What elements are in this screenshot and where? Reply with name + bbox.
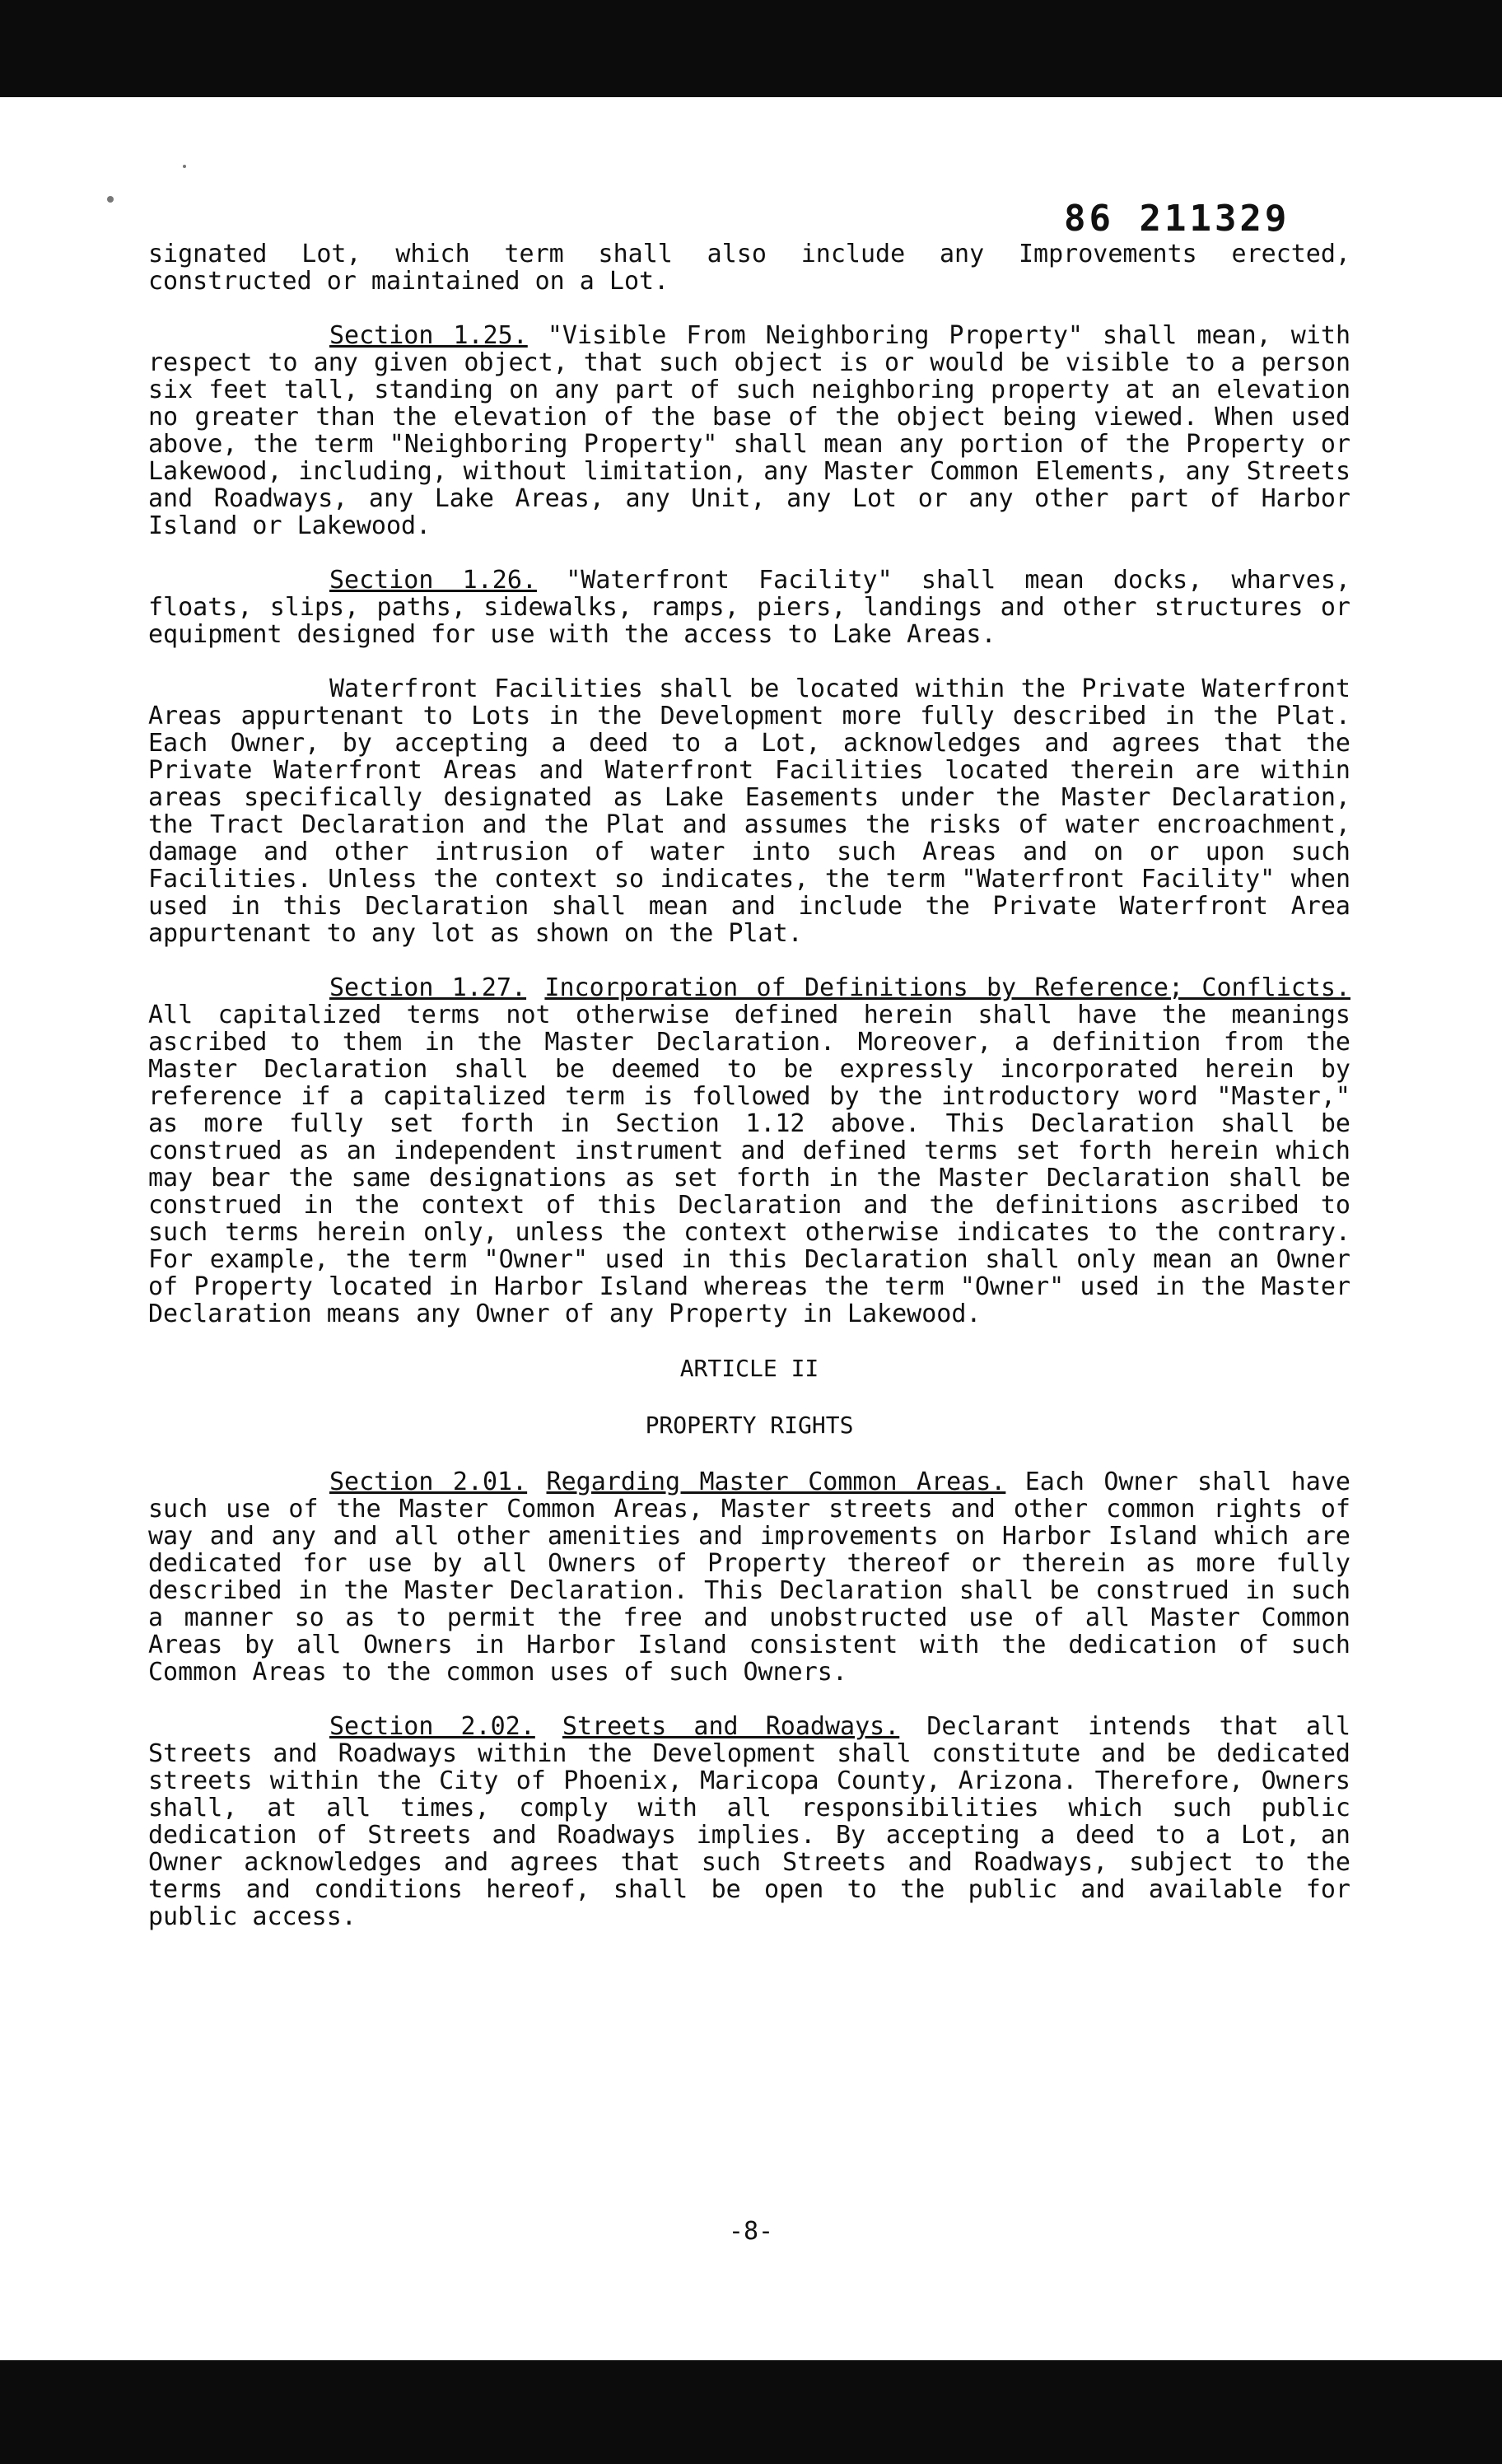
- section-label: Section 2.01.: [329, 1468, 528, 1496]
- article-heading: ARTICLE II: [679, 1355, 819, 1382]
- paragraph-text: Waterfront Facilities shall be located within the Private Waterfront Areas appurtenant to Lots in the Development more fully described in the Plat. Each Owner, by accepting a deed to a Lot, acknowledges and agrees that the Private Waterfront Areas and Waterfront Facilities located therein are within areas specifically designated as Lake Easements under the Master Declaration, the Tract Declaration and the Plat and assumes the risks of water encroachment, damage and other intrusion of water into such Areas and on or upon such Facilities. Unless the context so indicates, the term "Waterfront Facility" when used in this Declaration shall mean and include the Private Waterfront Area appurtenant to any lot as shown on the Plat.: [148, 674, 1350, 948]
- section-label: Section 2.02.: [329, 1712, 535, 1741]
- scan-speck: [107, 196, 114, 203]
- scan-speck: [183, 165, 186, 168]
- continuation-paragraph: signated Lot, which term shall also include any Improvements erected, constructed or maintained on a Lot.: [148, 240, 1350, 296]
- waterfront-facilities-paragraph: [148, 675, 1350, 947]
- document-number: 86 211329: [1064, 198, 1290, 240]
- section-text: All capitalized terms not otherwise defined herein shall have the meanings ascribed to them in the Master Declaration. Moreover, a definition from the Master Declaration shall be deemed to be expressly incorporated herein by reference if a capitalized term is followed by the introductory word "Master," as more fully set forth in Section 1.12 above. This Declaration shall be construed as an independent instrument and defined terms set forth herein which may bear the same designations as set forth in the Master Declaration shall be construed in the context of this Declaration and the definitions ascribed to such terms herein only, unless the context otherwise indicates to the contrary. For example, the term "Owner" used in this Declaration shall only mean an Owner of Property located in Harbor Island whereas the term "Owner" used in the Master Declaration means any Owner of any Property in Lakewood.: [148, 1001, 1350, 1328]
- section-label: Section 1.27.: [329, 973, 527, 1002]
- section-1-26: [148, 567, 1350, 648]
- section-label: Section 1.26.: [329, 566, 537, 595]
- section-title: Streets and Roadways.: [562, 1712, 900, 1741]
- section-title: Regarding Master Common Areas.: [546, 1468, 1006, 1496]
- page-number: -8-: [728, 2217, 774, 2246]
- section-text: "Waterfront Facility" shall mean docks, wharves, floats, slips, paths, sidewalks, ramps, piers, landings and other structures or equipment designed for use with the access to Lake Areas.: [148, 566, 1350, 649]
- section-2-02: [148, 1713, 1350, 1930]
- article-title: PROPERTY RIGHTS: [645, 1412, 854, 1439]
- section-label: Section 1.25.: [329, 321, 528, 350]
- scan-border-bottom: [0, 2360, 1502, 2464]
- section-2-01: [148, 1468, 1350, 1686]
- section-1-27: [148, 974, 1350, 1328]
- scan-border-top: [0, 0, 1502, 97]
- section-text: "Visible From Neighboring Property" shall mean, with respect to any given object, that such object is or would be visible to a person six feet tall, standing on any part of such neighboring property at an elevation no greater than the elevation of the base of the object being viewed. When used above, the term "Neighboring Property" shall mean any portion of the Property or Lakewood, including, without limitation, any Master Common Elements, any Streets and Roadways, any Lake Areas, any Unit, any Lot or any other part of Harbor Island or Lakewood.: [148, 321, 1350, 540]
- section-text: Declarant intends that all Streets and Roadways within the Development shall constitute and be dedicated streets within the City of Phoenix, Maricopa County, Arizona. Therefore, Owners shall, at all times, comply with all responsibilities which such public dedication of Streets and Roadways implies. By accepting a deed to a Lot, an Owner acknowledges and agrees that such Streets and Roadways, subject to the terms and conditions hereof, shall be open to the public and available for public access.: [148, 1712, 1351, 1931]
- section-text: Each Owner shall have such use of the Master Common Areas, Master streets and other common rights of way and any and all other amenities and improvements on Harbor Island which are dedicated for use by all Owners of Property thereof or therein as more fully described in the Master Declaration. This Declaration shall be construed in such a manner so as to permit the free and unobstructed use of all Master Common Areas by all Owners in Harbor Island consistent with the dedication of such Common Areas to the common uses of such Owners.: [148, 1468, 1350, 1687]
- document-body: [148, 240, 1350, 1958]
- section-title: Incorporation of Definitions by Reference; Conflicts.: [544, 973, 1350, 1002]
- section-1-25: [148, 322, 1350, 539]
